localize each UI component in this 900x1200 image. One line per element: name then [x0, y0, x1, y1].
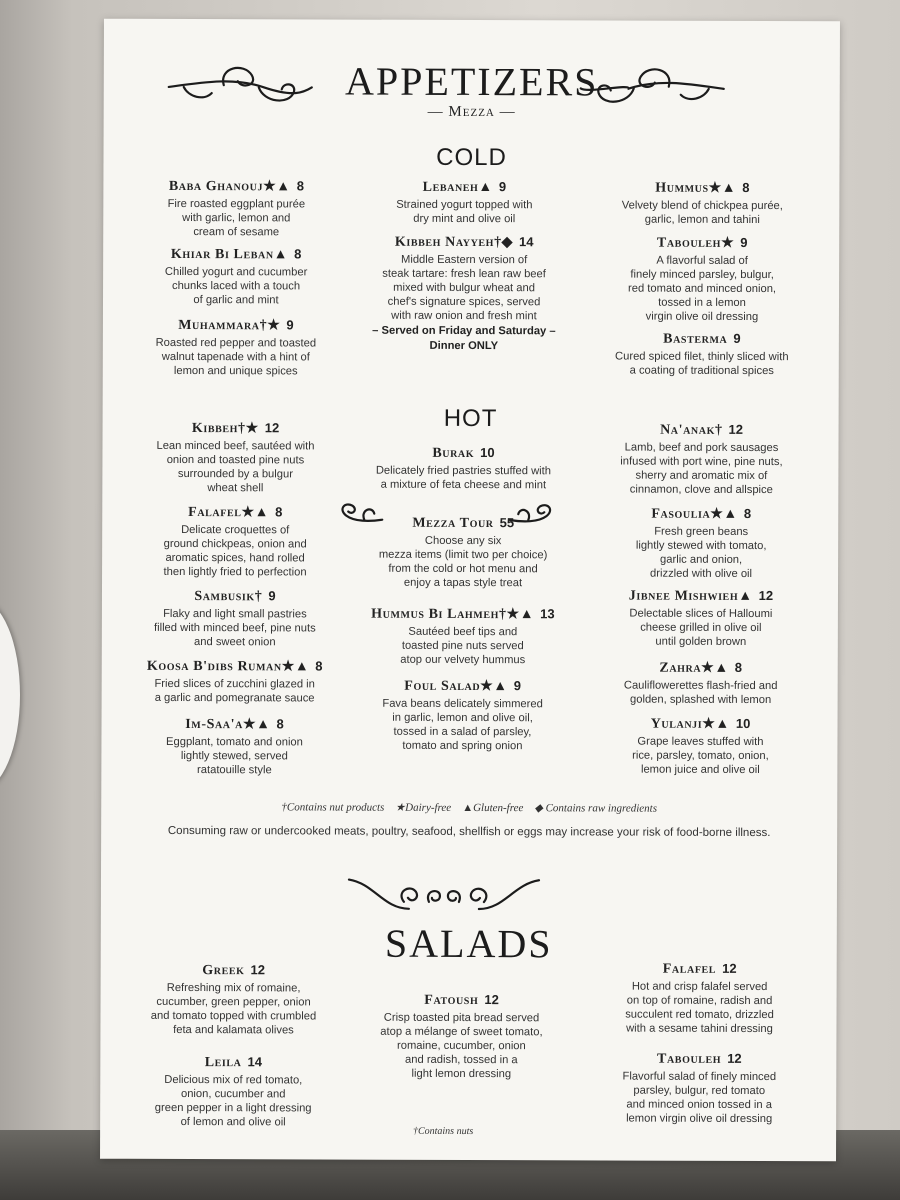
description-line: cream of sesame: [193, 226, 280, 239]
menu-item-description: [118, 1073, 348, 1130]
description-line: A flavorful salad of: [656, 254, 748, 267]
menu-item-price: 12: [758, 588, 774, 604]
description-line: golden, splashed with lemon: [630, 693, 772, 707]
menu-item-price: 12: [727, 1050, 742, 1066]
menu-item-name: Khiar Bi Leban▲: [170, 246, 289, 263]
menu-item-description: [346, 1011, 576, 1082]
description-line: romaine, cucumber, onion: [397, 1039, 526, 1053]
menu-item-price: 8: [275, 504, 283, 520]
menu-item: [584, 1049, 814, 1126]
description-line: a mixture of feta cheese and mint: [380, 478, 547, 492]
note-line: – Served on Friday and Saturday –: [372, 324, 556, 338]
menu-item: [587, 329, 817, 378]
description-line: from the cold or hot menu and: [388, 562, 538, 576]
description-line: Roasted red pepper and toasted: [155, 336, 317, 350]
description-line: lightly stewed with tomato,: [635, 539, 767, 553]
description-line: steak tartare: fresh lean raw beef: [382, 267, 546, 281]
menu-item-description: [120, 439, 350, 496]
menu-item-price: 12: [264, 420, 280, 436]
description-line: chunks laced with a touch: [171, 279, 301, 293]
salads-title: SALADS: [384, 920, 553, 967]
menu-item-description: [121, 336, 351, 379]
menu-item-description: [349, 253, 579, 324]
description-line: succulent red tomato, drizzled: [625, 1008, 774, 1022]
description-line: aromatic spices, hand rolled: [165, 551, 305, 565]
description-line: toasted pine nuts served: [401, 639, 524, 653]
menu-item: [120, 587, 350, 650]
menu-item: [587, 233, 817, 324]
menu-item-name: Burak: [432, 445, 475, 462]
description-line: Flaky and light small pastries: [163, 607, 307, 621]
menu-item-name: Falafel: [662, 961, 717, 977]
menu-item: [121, 316, 351, 379]
menu-item-price: 9: [286, 317, 294, 333]
description-line: of garlic and mint: [193, 294, 279, 307]
menu-item-name: Baba Ghanouj★▲: [168, 178, 291, 195]
menu-item-name: Leila: [204, 1055, 242, 1071]
menu-item-description: [584, 979, 814, 1036]
menu-item-description: [587, 253, 817, 324]
menu-page: [100, 19, 840, 1162]
description-line: Sautéed beef tips and: [408, 625, 518, 639]
menu-item-name: Kibbeh Nayyeh†◆: [394, 234, 514, 251]
menu-item-name: Falafel★▲: [188, 505, 270, 521]
menu-item-price: 10: [480, 445, 495, 461]
menu-item-price: 9: [513, 678, 522, 694]
menu-item: [120, 503, 350, 580]
menu-item-description: [121, 265, 351, 308]
menu-item: [349, 233, 579, 355]
menu-item-description: [584, 1069, 814, 1126]
menu-item-price: 55: [499, 515, 515, 531]
description-line: Refreshing mix of romaine,: [166, 981, 301, 995]
description-line: feta and kalamata olives: [173, 1023, 294, 1037]
description-line: drizzled with olive oil: [650, 567, 753, 580]
menu-item: [349, 178, 579, 227]
description-line: Cauliflowerettes flash-fried and: [623, 679, 778, 693]
description-line: mixed with bulgur wheat and: [393, 281, 535, 295]
menu-item: [120, 657, 350, 706]
description-line: with a sesame tahini dressing: [626, 1022, 773, 1036]
menu-item-price: 8: [734, 659, 743, 675]
description-line: light lemon dressing: [411, 1067, 512, 1081]
plate-edge: [0, 600, 20, 790]
menu-item-name: Mezza Tour: [412, 515, 494, 532]
menu-item-name: Koosa B'dibs Ruman★▲: [146, 658, 310, 675]
menu-item-name: Muhammara†★: [178, 317, 281, 334]
description-line: of lemon and olive oil: [180, 1115, 286, 1129]
menu-item-description: [586, 440, 816, 497]
description-line: finely minced parsley, bulgur,: [630, 268, 774, 282]
description-line: surrounded by a bulgur: [177, 467, 293, 481]
appetizers-title: APPETIZERS: [345, 58, 599, 105]
menu-item-price: 14: [247, 1054, 263, 1070]
description-line: Delicious mix of red tomato,: [164, 1073, 303, 1087]
menu-item-note: [349, 324, 579, 355]
description-line: Fava beans delicately simmered: [382, 697, 543, 711]
description-line: cinnamon, clove and allspice: [629, 483, 773, 497]
menu-item-price: 12: [484, 992, 499, 1008]
description-line: virgin olive oil dressing: [645, 310, 759, 324]
description-line: then lightly fried to perfection: [163, 565, 307, 579]
menu-item-price: 12: [722, 960, 737, 976]
description-line: Velvety blend of chickpea purée,: [621, 199, 783, 213]
description-line: cheese grilled in olive oil: [640, 621, 762, 635]
description-line: lemon juice and olive oil: [640, 763, 760, 777]
menu-item-description: [119, 735, 349, 778]
menu-item: [121, 177, 351, 240]
description-line: tomato and spring onion: [402, 739, 523, 753]
menu-item-description: [586, 678, 816, 707]
description-line: on top of romaine, radish and: [626, 994, 773, 1008]
description-line: garlic and onion,: [660, 553, 743, 566]
menu-item-price: 8: [296, 178, 304, 194]
menu-item: [118, 1053, 348, 1130]
menu-item-description: [121, 197, 351, 240]
menu-item-description: [120, 607, 350, 650]
menu-item-price: 12: [250, 962, 266, 978]
menu-item-name: Yulanji★▲: [650, 716, 730, 732]
menu-item-description: [587, 349, 817, 378]
dietary-legend: †Contains nut products ★Dairy-free ▲Gluten-free ◆ Contains raw ingredients: [281, 801, 658, 815]
description-line: with garlic, lemon and: [182, 211, 291, 225]
menu-item-name: Jibnee Mishwieh▲: [628, 588, 753, 604]
description-line: atop a mélange of sweet tomato,: [380, 1025, 543, 1039]
description-line: and radish, tossed in a: [405, 1053, 518, 1067]
description-line: onion, cucumber and: [180, 1087, 286, 1101]
menu-item-price: 9: [268, 588, 276, 604]
description-line: Fire roasted eggplant purée: [167, 197, 306, 211]
menu-item-description: [587, 198, 817, 227]
description-line: tossed in a salad of parsley,: [393, 725, 532, 739]
description-line: red tomato and minced onion,: [628, 282, 777, 296]
menu-item-name: Zahra★▲: [659, 660, 729, 676]
menu-item: [120, 419, 350, 496]
description-line: infused with port wine, pine nuts,: [620, 455, 783, 469]
nuts-footnote: †Contains nuts: [412, 1125, 474, 1138]
description-line: lemon virgin olive oil dressing: [626, 1112, 773, 1126]
menu-item: [121, 245, 351, 308]
description-line: filled with minced beef, pine nuts: [153, 621, 316, 635]
description-line: Chilled yogurt and cucumber: [164, 265, 308, 279]
menu-item-description: [118, 981, 348, 1038]
menu-item-name: Tabouleh: [657, 1051, 722, 1067]
description-line: tossed in a lemon: [658, 296, 746, 309]
description-line: lemon and unique spices: [173, 364, 298, 378]
description-line: sherry and aromatic mix of: [635, 469, 768, 483]
menu-item-price: 10: [735, 715, 751, 731]
menu-item: [348, 444, 578, 493]
menu-item-name: Lebaneh▲: [422, 179, 493, 196]
menu-item-description: [347, 697, 577, 754]
menu-item-name: Kibbeh†★: [191, 421, 259, 437]
menu-item-price: 8: [742, 179, 750, 195]
description-line: lightly stewed, served: [180, 749, 288, 763]
menu-item-name: Im-Saa'a★▲: [185, 717, 271, 733]
menu-item-price: 8: [743, 505, 752, 521]
menu-item: [586, 658, 816, 707]
description-line: onion and toasted pine nuts: [166, 453, 305, 467]
menu-item-price: 9: [498, 179, 507, 195]
menu-item-description: [120, 677, 350, 706]
description-line: rice, parsley, tomato, onion,: [632, 749, 769, 763]
food-safety-warning: Consuming raw or undercooked meats, poultry, seafood, shellfish or eggs may increase your risk of food-borne illness.: [167, 824, 771, 840]
description-line: Fresh green beans: [654, 525, 749, 538]
description-line: Grape leaves stuffed with: [637, 735, 764, 749]
menu-item-price: 14: [519, 234, 534, 250]
description-line: Strained yogurt topped with: [396, 198, 533, 212]
menu-item-name: Greek: [202, 963, 245, 979]
description-line: with raw onion and fresh mint: [391, 309, 537, 323]
description-line: green pepper in a light dressing: [154, 1101, 312, 1115]
description-line: Crisp toasted pita bread served: [383, 1011, 540, 1025]
description-line: a coating of traditional spices: [629, 364, 774, 378]
description-line: until golden brown: [655, 635, 747, 648]
description-line: cucumber, green pepper, onion: [156, 995, 311, 1009]
menu-item: [584, 959, 814, 1036]
menu-item: [586, 504, 816, 581]
description-line: Fried slices of zucchini glazed in: [154, 677, 315, 691]
description-line: in garlic, lemon and olive oil,: [392, 711, 533, 725]
description-line: enjoy a tapas style treat: [403, 576, 523, 590]
menu-item-name: Basterma: [663, 331, 728, 347]
menu-item-description: [585, 734, 815, 777]
menu-item-name: Na'anak†: [660, 422, 723, 438]
menu-item-name: Fasoulia★▲: [651, 506, 738, 522]
description-line: Lean minced beef, sautéed with: [156, 439, 315, 453]
menu-item-price: 12: [728, 421, 744, 437]
menu-item-name: Hummus★▲: [655, 180, 737, 196]
menu-item: [348, 514, 578, 591]
menu-item: [347, 677, 577, 754]
menu-item-price: 8: [294, 246, 302, 262]
description-line: atop our velvety hummus: [400, 653, 526, 667]
cold-heading: COLD: [436, 143, 507, 172]
description-line: chef's signature spices, served: [387, 295, 541, 309]
description-line: wheat shell: [207, 482, 264, 495]
description-line: Hot and crisp falafel served: [631, 980, 768, 994]
description-line: parsley, bulgur, red tomato: [633, 1084, 766, 1098]
description-line: and sweet onion: [194, 636, 276, 649]
description-line: Choose any six: [424, 534, 502, 548]
menu-item-name: Fatoush: [424, 992, 479, 1009]
menu-item-description: [120, 523, 350, 580]
description-line: Eggplant, tomato and onion: [166, 735, 303, 749]
hot-heading: HOT: [443, 404, 498, 433]
menu-item-name: Foul Salad★▲: [404, 678, 508, 695]
description-line: dry mint and olive oil: [413, 212, 516, 226]
mezza-subtitle: — Mezza —: [427, 103, 516, 121]
menu-item: [118, 961, 348, 1038]
menu-item-price: 9: [740, 234, 748, 250]
menu-item-description: [348, 464, 578, 493]
description-line: garlic, lemon and tahini: [644, 213, 760, 227]
menu-item-name: Hummus Bi Lahmeh†★▲: [371, 606, 535, 623]
menu-item: [586, 586, 816, 649]
description-line: walnut tapenade with a hint of: [161, 350, 310, 364]
menu-item: [346, 991, 576, 1082]
menu-item-description: [348, 625, 578, 668]
menu-item: [586, 420, 816, 497]
menu-item-price: 13: [540, 606, 555, 622]
menu-item-description: [349, 198, 579, 227]
description-line: a garlic and pomegranate sauce: [154, 691, 315, 705]
description-line: Delicately fried pastries stuffed with: [375, 464, 552, 478]
menu-item: [585, 714, 815, 777]
menu-item-description: [348, 534, 578, 591]
description-line: and tomato topped with crumbled: [150, 1009, 317, 1023]
menu-item: [587, 178, 817, 227]
description-line: mezza items (limit two per choice): [378, 548, 548, 562]
description-line: ratatouille style: [197, 764, 272, 777]
description-line: Middle Eastern version of: [401, 253, 528, 267]
description-line: ground chickpeas, onion and: [163, 537, 307, 551]
description-line: Cured spiced filet, thinly sliced with: [615, 350, 789, 364]
description-line: Lamb, beef and pork sausages: [624, 441, 779, 455]
salads-flourish-ornament: [344, 874, 544, 921]
description-line: and minced onion tossed in a: [626, 1098, 772, 1112]
menu-item-description: [586, 606, 816, 649]
menu-item-description: [586, 524, 816, 581]
menu-item-price: 8: [315, 658, 323, 674]
description-line: Delicate croquettes of: [181, 523, 290, 537]
description-line: Delectable slices of Halloumi: [629, 607, 773, 621]
description-line: Flavorful salad of finely minced: [622, 1070, 777, 1084]
menu-item-price: 9: [733, 330, 741, 346]
menu-item: [348, 605, 578, 668]
menu-item-price: 8: [276, 716, 284, 732]
menu-item-name: Tabouleh★: [656, 235, 735, 251]
menu-item-name: Sambusik†: [194, 589, 263, 605]
menu-item: [119, 715, 349, 778]
note-line: Dinner ONLY: [429, 339, 499, 353]
